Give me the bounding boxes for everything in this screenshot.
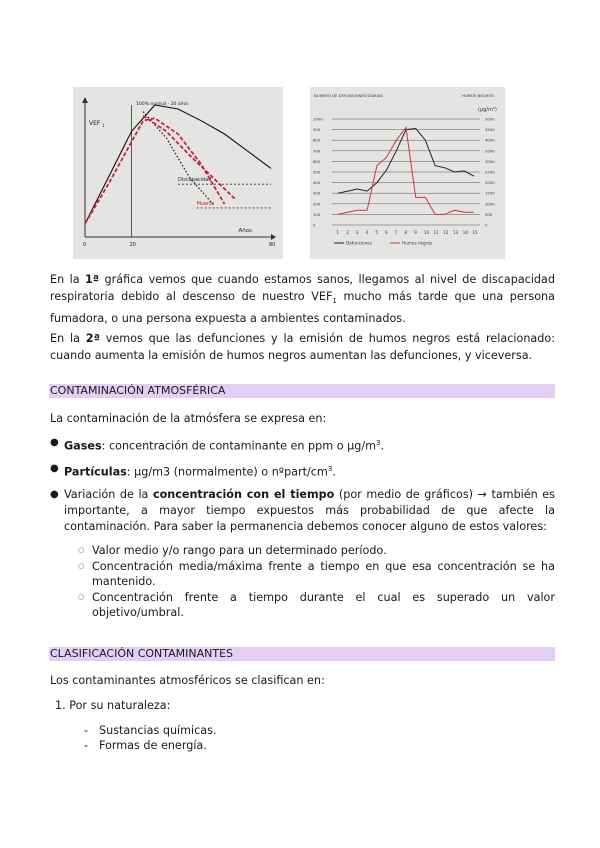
tick-label-y-right: 3500 [485, 148, 495, 154]
chart-right-title: HUMOS NEGROS [462, 93, 494, 98]
intro-clasificacion: Los contaminantes atmosféricos se clasifican en: [50, 674, 325, 687]
label-threshold: Discapacidad [178, 177, 212, 184]
series-line-fumador-deja [143, 112, 213, 204]
series-line-1 [338, 128, 474, 215]
tick-label-y-right: 1500 [485, 190, 495, 196]
tick-label-y-right: 500 [485, 211, 493, 217]
bullet-icon: ● [50, 463, 59, 474]
paragraph-second-chart: En la 2ª vemos que las defunciones y la emisión de humos negros está relacionado: cuando aumenta la emisión de humos negros aumentan las defunciones, y viceversa. [50, 332, 555, 362]
tick-label-x: 1 [336, 230, 340, 235]
circle-bullet-icon: ○ [78, 562, 85, 570]
label-y-axis: VEF [89, 119, 101, 127]
section-heading-contaminacion: CONTAMINACIÓN ATMOSFÉRICA [49, 384, 555, 398]
tick-label-y-right: 0 [485, 222, 488, 228]
bullet-icon: ● [50, 489, 59, 500]
circle-bullet-icon: ○ [78, 593, 85, 601]
tick-label-x: 7 [394, 230, 398, 235]
y-axis-arrow-icon [82, 97, 88, 103]
label-y-axis-sub: 1 [102, 122, 105, 128]
series-line-normal [85, 105, 271, 224]
tick-label-x: 15 [472, 230, 478, 235]
tick-label-y-left: 500 [313, 169, 321, 175]
legend-label-humos: Humos negros [402, 240, 433, 246]
intro-contaminacion: La contaminación de la atmósfera se expresa en: [50, 412, 327, 425]
defunciones-chart [310, 87, 505, 259]
tick-label-y-left: 0 [313, 222, 316, 228]
tick-label-x: 12 [443, 230, 449, 235]
paragraph-first-chart: En la 1ª gráfica vemos que cuando estamos sanos, llegamos al nivel de discapacidad respiratoria debido al descenso de nuestro $VEF_1$ mucho más tarde que una persona fumadora, o una persona expuesta a ambientes contaminados. [50, 273, 555, 326]
tick-label-y-left: 300 [313, 190, 321, 196]
tick-label-y-left: 400 [313, 180, 321, 186]
tick-label-x: 11 [433, 230, 439, 235]
tick-label-x: 0 [83, 242, 87, 248]
tick-label-x: 20 [129, 242, 136, 248]
tick-label-y-left: 600 [313, 158, 321, 164]
tick-label-y-left: 100 [313, 211, 321, 217]
tick-label-x: 80 [269, 242, 276, 248]
bullet-icon: ● [50, 437, 59, 448]
tick-label-y-left: 800 [313, 137, 321, 143]
circle-bullet-icon: ○ [78, 546, 85, 554]
series-line-0 [338, 129, 474, 194]
page: 100% normal - 20 años VEF 1 Discapacidad Muerte Años 0 20 80 NUMERO DE DEFUNCIONES DIARIAS HUMOS NEGROS (µg/m³) 0 100 200 300 400 500 600 700 800 900 1000 0 500 1000 1500 2000 2500 3000 3500 4000 4500 5000 1 2 3 4 5 6 7 8 9 10 11 12 13 14 15 Defunciones Humos negros En la 1ª gráfica vemos que cuando estamos sanos, llegamos al nivel de discapacidad respiratoria debido al descenso de nuestro $VEF_1$ mucho más tarde que una persona fumadora, o una persona expuesta a ambientes contaminados. En la 2ª vemos que las defunciones y la emisión de humos negros está relacionado: cuando aumenta la emisión de humos negros aumentan las defunciones, y viceversa. CONTAMINACIÓN ATMOSFÉRICA La contaminación de la atmósfera se expresa en: ● Gases: concentración de contaminante en ppm o $\mu g/m^3$. ● Partículas: µg/m3 (normalmente) o nºpart/$cm^3$. ● Variación de la concentración con el tiempo (por medio de gráficos) → también es importante, a mayor tiempo expuestos más probabilidad de que afecte la contaminación. Para saber la permanencia debemos conocer alguno de estos valores: ○ Valor medio y/o rango para un determinado período. ○ Concentración media/máxima frente a tiempo en que esa concentración se ha mantenido. ○ Concentración frente a tiempo durante el cual es superado un valor objetivo/umbral. CLASIFICACIÓN CONTAMINANTES Los contaminantes atmosféricos se clasifican en: 1. Por su naturaleza: - Sustancias químicas. - Formas de energía. [0, 0, 600, 848]
tick-label-x: 8 [404, 230, 408, 235]
tick-label-y-left: 700 [313, 148, 321, 154]
section-heading-clasificacion: CLASIFICACIÓN CONTAMINANTES [49, 647, 555, 661]
tick-label-x: 13 [453, 230, 459, 235]
tick-label-y-right: 3000 [485, 158, 495, 164]
x-axis-arrow-icon [271, 234, 276, 240]
tick-label-y-right: 2000 [485, 180, 495, 186]
tick-label-y-left: 900 [313, 127, 321, 133]
tick-label-x: 4 [365, 230, 369, 235]
tick-label-x: 6 [385, 230, 388, 235]
tick-label-x: 10 [423, 230, 430, 235]
tick-label-y-left: 200 [313, 201, 321, 207]
vef-chart-svg [73, 87, 283, 259]
tick-label-y-left: 1000 [313, 116, 323, 122]
vef-chart [73, 87, 283, 259]
legend-label-defunciones: Defunciones [346, 240, 373, 246]
series-line-fumador [85, 118, 225, 224]
chart-title: NUMERO DE DEFUNCIONES DIARIAS [314, 93, 383, 98]
numbered-item-naturaleza: 1. Por su naturaleza: [55, 699, 171, 712]
defunciones-chart-svg [310, 87, 505, 259]
label-death: Muerte [196, 200, 215, 207]
tick-label-y-right: 4000 [485, 137, 495, 143]
tick-label-y-right: 4500 [485, 127, 495, 133]
tick-label-x: 3 [355, 230, 359, 235]
tick-label-x: 14 [462, 230, 468, 235]
tick-label-y-right: 2500 [485, 169, 495, 175]
label-x-axis: Años [238, 228, 252, 234]
chart-right-unit: (µg/m³) [478, 107, 497, 113]
tick-label-x: 9 [414, 230, 417, 235]
tick-label-y-right: 1000 [485, 201, 495, 207]
tick-label-x: 2 [346, 230, 349, 235]
tick-label-y-right: 5000 [485, 116, 495, 122]
tick-label-x: 5 [375, 230, 378, 235]
label-normal-curve: 100% normal - 20 años [136, 102, 189, 107]
